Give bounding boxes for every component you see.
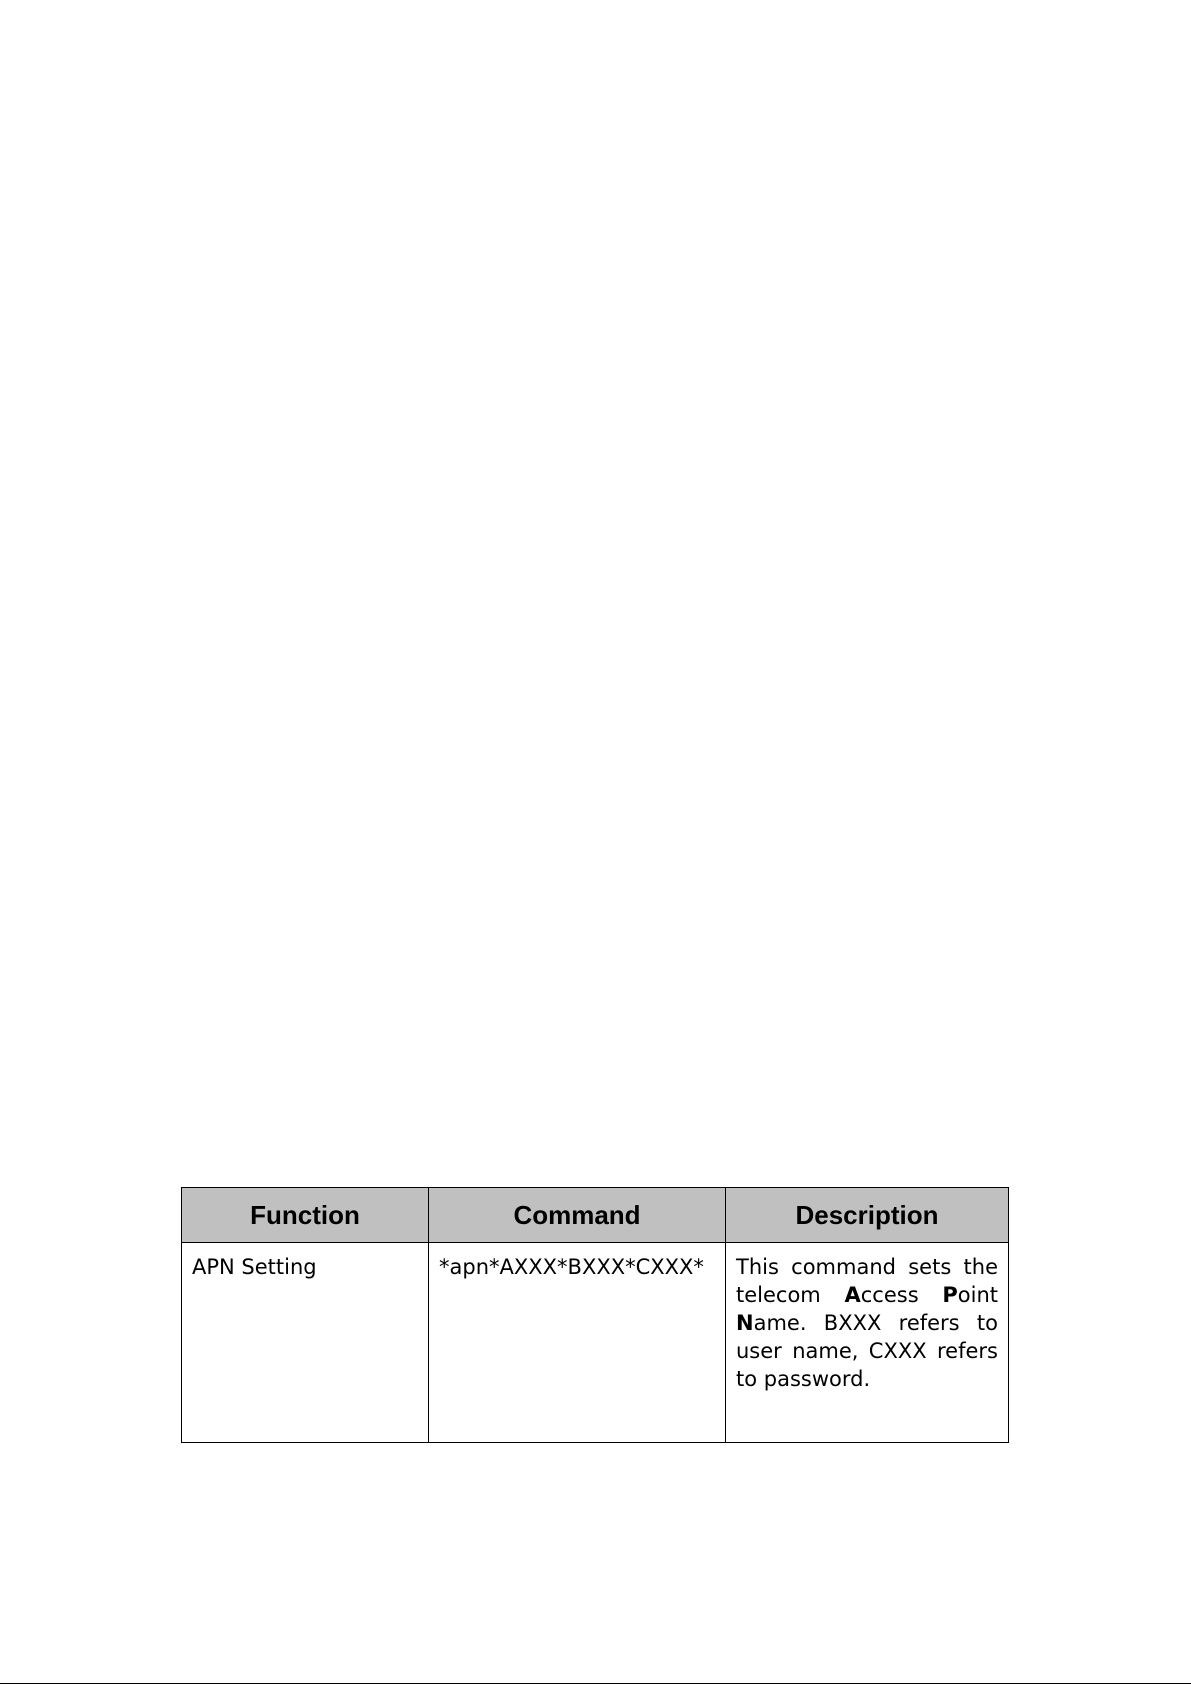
cell-function: APN Setting: [182, 1243, 429, 1443]
command-table: [181, 1187, 1009, 1443]
description-bold-a: A: [844, 1283, 861, 1307]
cell-description: [726, 1243, 1009, 1443]
header-command: Command: [429, 1188, 726, 1243]
description-bold-p: P: [942, 1283, 958, 1307]
description-intro: This command sets the telecom: [736, 1255, 998, 1307]
description-bold-n: N: [736, 1311, 754, 1335]
description-name-rest: ame. BXXX refers to user name, CXXX refers to password.: [736, 1311, 998, 1391]
page-bottom-rule: [0, 1683, 1191, 1684]
table-header-row: [182, 1188, 1009, 1243]
header-description: Description: [726, 1188, 1009, 1243]
description-point-rest: oint: [957, 1283, 998, 1307]
table-row: [182, 1243, 1009, 1443]
description-access-rest: ccess: [860, 1283, 943, 1307]
cell-command: *apn*AXXX*BXXX*CXXX*: [429, 1243, 726, 1443]
header-function: Function: [182, 1188, 429, 1243]
